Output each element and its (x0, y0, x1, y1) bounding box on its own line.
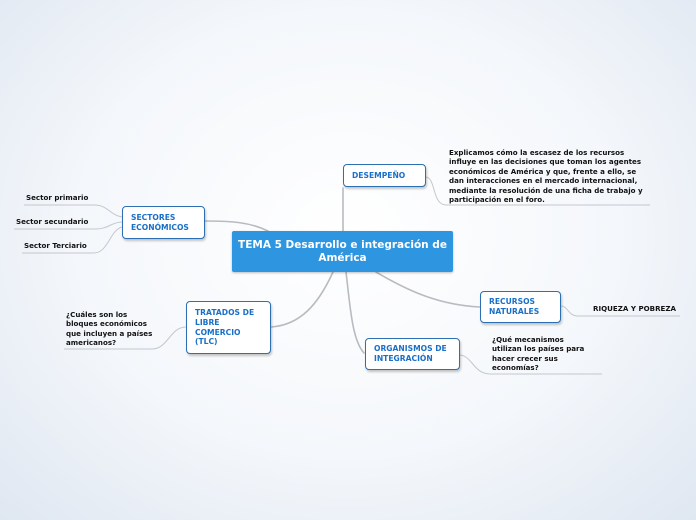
organismos-note: ¿Qué mecanismos utilizan los países para hacer crecer sus economías? (492, 335, 585, 373)
tratados-note: ¿Cuáles son los bloques económicos que incluyen a países americanos? (66, 310, 153, 348)
central-topic-title: TEMA 5 Desarrollo e integración de América (238, 238, 447, 264)
branch-desempeno[interactable] (343, 164, 426, 187)
connector-recursos (376, 272, 480, 307)
branch-organismos-label: ORGANISMOS DE INTEGRACIÓN (374, 344, 447, 363)
branch-recursos[interactable] (480, 291, 561, 323)
branch-sectores[interactable] (122, 206, 205, 239)
branch-tratados-label: TRATADOS DE LIBRE COMERCIO (TLC) (195, 308, 255, 347)
connector-organismos (346, 272, 364, 353)
branch-sectores-label: SECTORES ECONÓMICOS (131, 212, 189, 232)
branch-organismos[interactable] (365, 338, 460, 370)
branch-desempeno-label: DESEMPEÑO (352, 170, 406, 180)
desempeno-note: Explicamos cómo la escasez de los recursos influye en las decisiones que toman los agentes económicos de América y que, frente a ello, se dan interacciones en el mercado internacional, mediante la resolución de una ficha de trabajo y participación en el foro. (449, 148, 643, 205)
sector-primario: Sector primario (26, 193, 89, 202)
branch-tratados[interactable] (186, 301, 271, 354)
sector-secundario: Sector secundario (16, 217, 89, 226)
connector-sectores (205, 221, 268, 231)
recursos-note: RIQUEZA Y POBREZA (593, 304, 677, 313)
connector-tratados (271, 272, 333, 327)
central-topic[interactable] (232, 231, 453, 272)
branch-recursos-label: RECURSOS NATURALES (489, 297, 540, 316)
sector-terciario: Sector Terciario (24, 241, 87, 250)
